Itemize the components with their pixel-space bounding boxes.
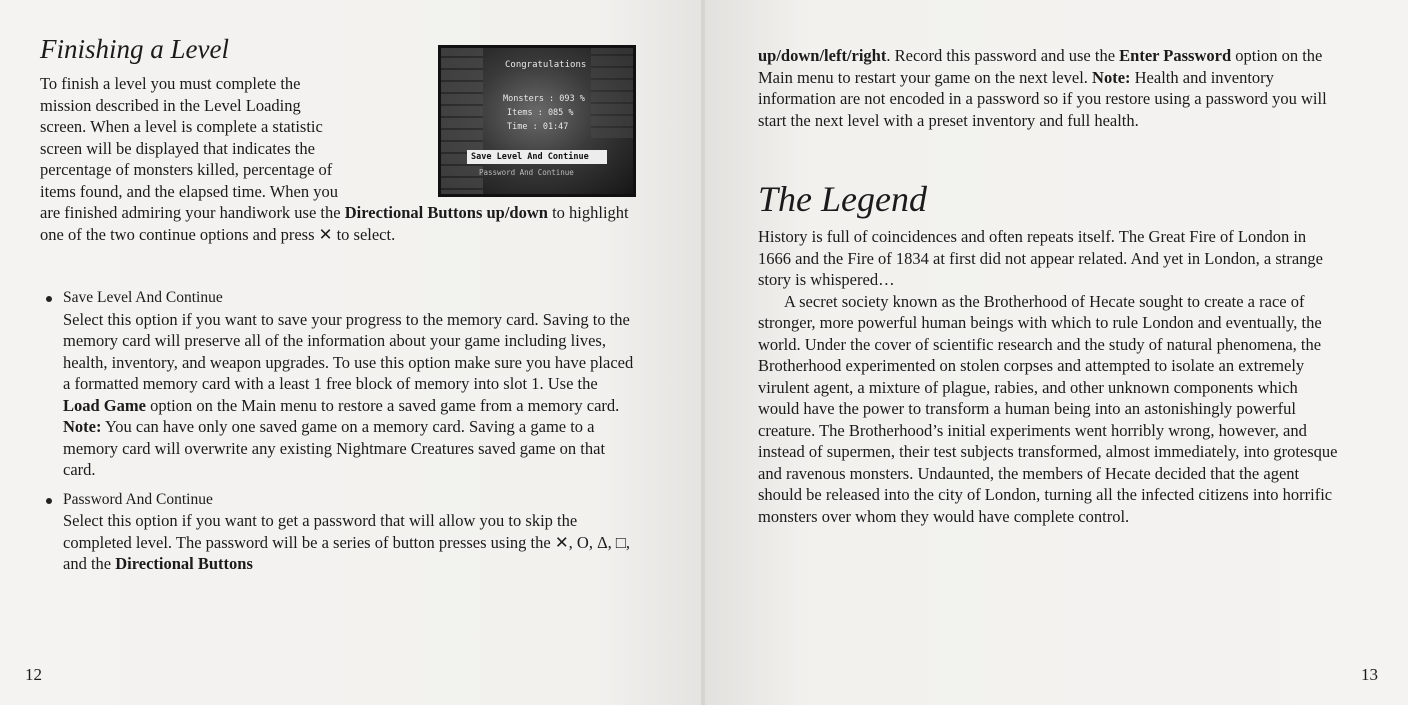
legend-paragraph: History is full of coincidences and often repeats itself. The Great Fire of London in 1666 and the Fire of 1834 at first did not appear related. And yet in London, a strange story is whispered…	[758, 227, 1323, 289]
section-heading-legend: The Legend	[758, 179, 927, 219]
bullet-icon	[46, 296, 52, 302]
screenshot-time: Time : 01:47	[507, 122, 569, 132]
left-page	[0, 0, 703, 705]
bullet-icon	[46, 498, 52, 504]
body-text: Select this option if you want to save your progress to the memory card. Saving to the memory card will preserve all of the information about your game including lives, health, inventory, and weapon upgrades. To use this option make sure you have placed a formatted memory card with a least 1 free block of memory into slot 1. Use the	[63, 309, 634, 393]
intro-line: screen will be displayed that indicates the	[40, 138, 315, 158]
enter-password-term: Enter Password	[1119, 46, 1232, 65]
right-page	[705, 0, 1408, 705]
wall-texture	[591, 48, 636, 138]
option-description-password	[63, 510, 636, 575]
intro-line: percentage of monsters killed, percentage of	[40, 160, 333, 179]
note-label: Note:	[63, 417, 102, 436]
directional-buttons-term: Directional Buttons	[115, 554, 253, 573]
directional-buttons-term: Directional Buttons up/down	[344, 203, 548, 222]
page-number-left: 12	[25, 665, 42, 684]
screenshot-items: Items : 085 %	[507, 108, 574, 118]
body-text: . Record this password and use the	[886, 46, 1120, 65]
body-text: option on the Main menu to restore a saved game from a memory card.	[145, 395, 620, 415]
body-text: Select this option if you want to get a password that will allow you to skip the completed level. The password will be a series of button presses using the ✕, O, Δ, □, and the	[63, 511, 631, 573]
list-item	[46, 489, 636, 575]
intro-tail	[40, 202, 640, 245]
wall-texture	[441, 48, 483, 197]
continue-options-list	[46, 287, 636, 575]
legend-text	[758, 226, 1338, 527]
body-text: You can have only one saved game on a memory card. Saving a game to a memory card will overwrite any existing Nightmare Creatures saved game on that card.	[63, 417, 606, 479]
screenshot-title: Congratulations	[505, 60, 587, 70]
screenshot-option-save: Save Level And Continue	[471, 152, 589, 162]
body-text: Health and inventory information are not encoded in a password so if you restore using a password you will start the next level with a preset inventory and full health.	[758, 67, 1327, 130]
intro-line: To finish a level you must complete the	[40, 74, 301, 93]
option-description-save	[63, 309, 636, 481]
intro-line: mission described in the Level Loading	[40, 95, 301, 115]
option-title-password: Password And Continue	[63, 490, 213, 508]
section-heading-finishing-level: Finishing a Level	[40, 34, 229, 64]
directional-term: up/down/left/right	[758, 46, 887, 65]
intro-text: are finished admiring your handiwork use the	[40, 203, 345, 222]
intro-line: screen. When a level is complete a statistic	[40, 117, 323, 136]
legend-paragraph: A secret society known as the Brotherhood of Hecate sought to create a race of stronger, more powerful human beings with which to rule London and eventually, the world. Under the cover of scientific research and the study of natural phenomena, the Brotherhood experimented on stolen corpses and attempted to isolate an extremely virulent agent, a mixture of plague, rabies, and other unknown components which would have the power to transform a human being into an astonishingly powerful creature. The Brotherhood’s initial experiments went horribly wrong, however, and instead of supermen, their test subjects transformed, almost immediately, into grotesque and ravenous monsters. Undaunted, the members of Hecate decided that the agent should be released into the city of London, turning all the infected citizens into horrific monsters over whom they would have complete control.	[758, 291, 1338, 526]
intro-text: to highlight one of the two continue options and press ✕ to select.	[40, 203, 629, 244]
page-number-right: 13	[1361, 665, 1378, 684]
option-title-save: Save Level And Continue	[63, 289, 223, 306]
screenshot-monsters: Monsters : 093 %	[503, 94, 585, 104]
screenshot-option-password: Password And Continue	[479, 168, 574, 177]
load-game-term: Load Game	[63, 395, 146, 415]
intro-line: items found, and the elapsed time. When you	[40, 181, 338, 201]
list-item	[46, 287, 636, 481]
note-label: Note:	[1092, 67, 1131, 87]
level-complete-screenshot	[438, 45, 636, 197]
password-continued-paragraph	[758, 45, 1338, 131]
body-text: option on the Main menu to restart your game on the next level.	[758, 46, 1323, 87]
